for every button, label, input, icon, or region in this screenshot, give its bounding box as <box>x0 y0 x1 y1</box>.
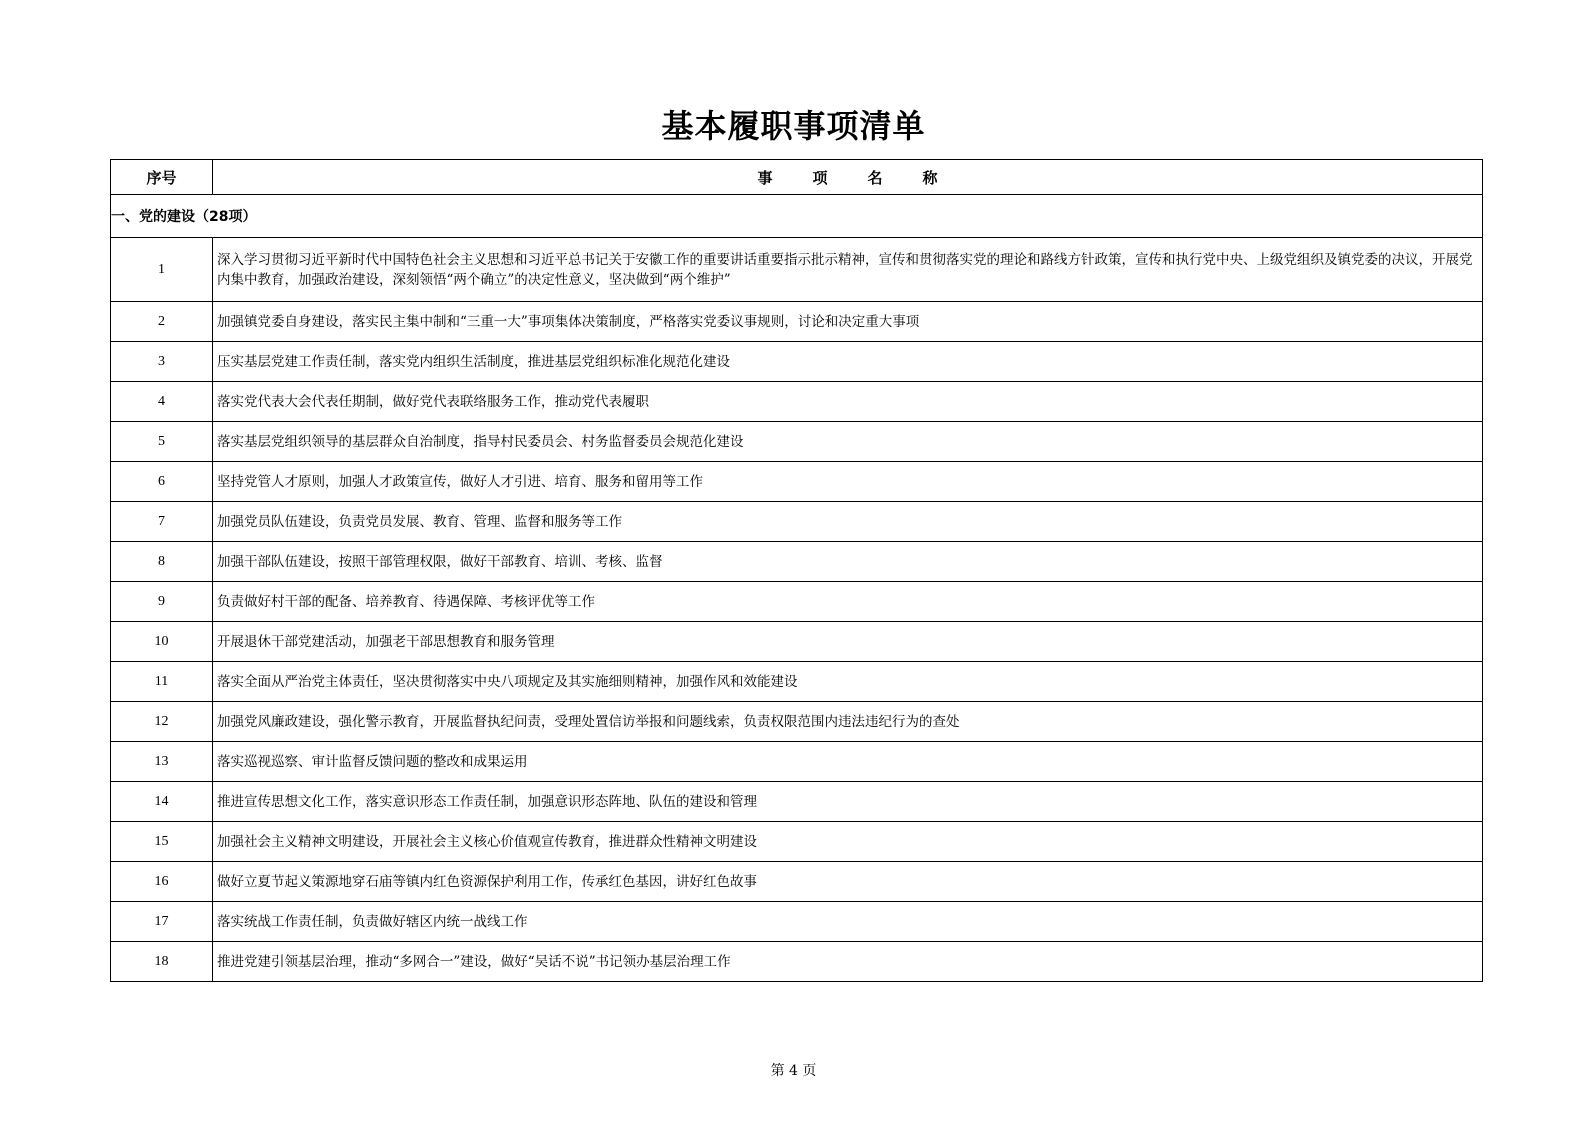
section-row <box>111 195 1483 238</box>
row-item-text: 加强党员队伍建设，负责党员发展、教育、管理、监督和服务等工作 <box>213 502 1483 542</box>
row-item-text: 加强社会主义精神文明建设，开展社会主义核心价值观宣传教育，推进群众性精神文明建设 <box>213 822 1483 862</box>
row-item-text: 深入学习贯彻习近平新时代中国特色社会主义思想和习近平总书记关于安徽工作的重要讲话重要指示批示精神，宣传和贯彻落实党的理论和路线方针政策，宣传和执行党中央、上级党组织及镇党委的决议，开展党内集中教育，加强政治建设，深刻领悟“两个确立”的决定性意义，坚决做到“两个维护” <box>213 238 1483 302</box>
row-number: 7 <box>111 502 213 542</box>
row-item-text: 落实基层党组织领导的基层群众自治制度，指导村民委员会、村务监督委员会规范化建设 <box>213 422 1483 462</box>
row-number: 12 <box>111 702 213 742</box>
page-number: 第 4 页 <box>770 1063 817 1079</box>
row-number: 13 <box>111 742 213 782</box>
table-row <box>111 742 1483 782</box>
row-number: 9 <box>111 582 213 622</box>
table-row <box>111 542 1483 582</box>
row-item-text: 加强镇党委自身建设，落实民主集中制和“三重一大”事项集体决策制度，严格落实党委议事规则，讨论和决定重大事项 <box>213 302 1483 342</box>
row-number: 18 <box>111 942 213 982</box>
table-row <box>111 782 1483 822</box>
row-number: 10 <box>111 622 213 662</box>
row-item-text: 压实基层党建工作责任制，落实党内组织生活制度，推进基层党组织标准化规范化建设 <box>213 342 1483 382</box>
row-number: 3 <box>111 342 213 382</box>
table-row <box>111 902 1483 942</box>
row-item-text: 开展退休干部党建活动，加强老干部思想教育和服务管理 <box>213 622 1483 662</box>
table-row <box>111 702 1483 742</box>
table-row <box>111 822 1483 862</box>
table-row <box>111 302 1483 342</box>
row-item-text: 做好立夏节起义策源地穿石庙等镇内红色资源保护利用工作，传承红色基因，讲好红色故事 <box>213 862 1483 902</box>
section-title: 一、党的建设（28项） <box>111 195 1483 238</box>
table-row <box>111 462 1483 502</box>
row-number: 2 <box>111 302 213 342</box>
table-row <box>111 238 1483 302</box>
table-row <box>111 342 1483 382</box>
row-item-text: 加强干部队伍建设，按照干部管理权限，做好干部教育、培训、考核、监督 <box>213 542 1483 582</box>
row-item-text: 落实全面从严治党主体责任，坚决贯彻落实中央八项规定及其实施细则精神，加强作风和效能建设 <box>213 662 1483 702</box>
row-item-text: 加强党风廉政建设，强化警示教育，开展监督执纪问责，受理处置信访举报和问题线索，负责权限范围内违法违纪行为的查处 <box>213 702 1483 742</box>
row-item-text: 推进宣传思想文化工作，落实意识形态工作责任制，加强意识形态阵地、队伍的建设和管理 <box>213 782 1483 822</box>
row-number: 4 <box>111 382 213 422</box>
header-item-name: 事 项 名 称 <box>213 160 1483 195</box>
table-row <box>111 582 1483 622</box>
table-row <box>111 862 1483 902</box>
table-row <box>111 622 1483 662</box>
row-number: 6 <box>111 462 213 502</box>
page-title: 基本履职事项清单 <box>661 107 926 145</box>
row-item-text: 坚持党管人才原则，加强人才政策宣传，做好人才引进、培育、服务和留用等工作 <box>213 462 1483 502</box>
row-number: 11 <box>111 662 213 702</box>
row-number: 16 <box>111 862 213 902</box>
row-number: 1 <box>111 238 213 302</box>
table-row <box>111 662 1483 702</box>
row-number: 14 <box>111 782 213 822</box>
table-row <box>111 422 1483 462</box>
table-header-row <box>111 160 1483 195</box>
row-item-text: 落实党代表大会代表任期制，做好党代表联络服务工作，推动党代表履职 <box>213 382 1483 422</box>
row-item-text: 落实统战工作责任制，负责做好辖区内统一战线工作 <box>213 902 1483 942</box>
row-item-text: 落实巡视巡察、审计监督反馈问题的整改和成果运用 <box>213 742 1483 782</box>
table-row <box>111 382 1483 422</box>
table-row <box>111 942 1483 982</box>
row-item-text: 负责做好村干部的配备、培养教育、待遇保障、考核评优等工作 <box>213 582 1483 622</box>
row-number: 17 <box>111 902 213 942</box>
row-number: 5 <box>111 422 213 462</box>
duty-list-table <box>110 159 1483 982</box>
table-row <box>111 502 1483 542</box>
header-number: 序号 <box>111 160 213 195</box>
row-number: 15 <box>111 822 213 862</box>
row-item-text: 推进党建引领基层治理，推动“多网合一”建设，做好“吴话不说”书记领办基层治理工作 <box>213 942 1483 982</box>
row-number: 8 <box>111 542 213 582</box>
